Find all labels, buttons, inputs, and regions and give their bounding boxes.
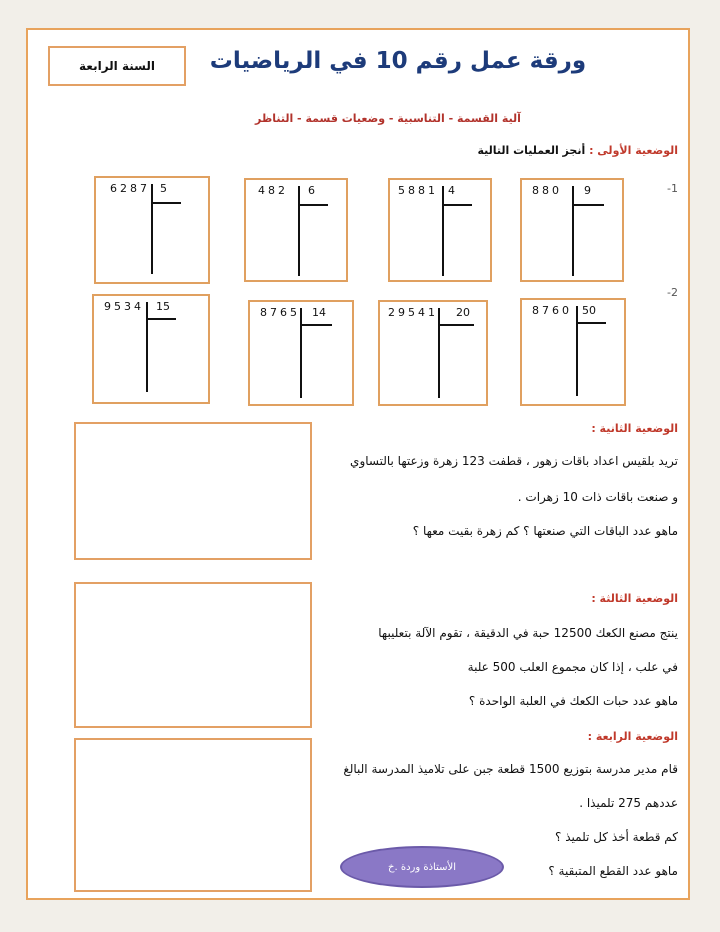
section2-answer-box[interactable] xyxy=(74,422,312,560)
division-box-6287 xyxy=(94,176,210,284)
worksheet-subtitle: آلية القسمة - التناسبية - وضعيات قسمة - التناظر xyxy=(255,112,521,125)
section4-title: الوضعية الرابعة : xyxy=(587,730,678,743)
teacher-name: الأستاذة وردة .خ xyxy=(388,861,456,873)
division-bar-horizontal xyxy=(576,322,606,324)
divisor: 14 xyxy=(312,306,326,319)
section4-line-2: عددهم 275 تلميذا . xyxy=(579,796,678,810)
section3-line-1: ينتج مصنع الكعك 12500 حبة في الدقيقة ، تقوم الآلة بتعليبها xyxy=(378,626,678,640)
division-bar-vertical xyxy=(146,302,148,392)
division-bar-vertical xyxy=(298,186,300,276)
section4-line-1: قام مدير مدرسة بتوزيع 1500 قطعة جبن على تلاميذ المدرسة البالغ xyxy=(343,762,678,776)
division-bar-vertical xyxy=(438,308,440,398)
section4-answer-box[interactable] xyxy=(74,738,312,892)
dividend: 880 xyxy=(532,184,562,197)
division-box-8765 xyxy=(248,300,354,406)
section2-line-2: و صنعت باقات ذات 10 زهرات . xyxy=(517,490,678,504)
division-box-482 xyxy=(244,178,348,282)
division-bar-vertical xyxy=(442,186,444,276)
division-box-5881 xyxy=(388,178,492,282)
dividend: 8760 xyxy=(532,304,572,317)
section2-line-1: تريد بلقيس اعداد باقات زهور ، قطفت 123 زهرة وزعتها بالتساوي xyxy=(350,454,678,468)
division-bar-horizontal xyxy=(298,204,328,206)
divisor: 9 xyxy=(584,184,591,197)
dividend: 9534 xyxy=(104,300,144,313)
division-bar-horizontal xyxy=(572,204,604,206)
division-bar-vertical xyxy=(151,184,153,274)
divisor: 15 xyxy=(156,300,170,313)
dividend: 5881 xyxy=(398,184,438,197)
division-box-29541 xyxy=(378,300,488,406)
section3-line-2: في علب ، إذا كان مجموع العلب 500 علبة xyxy=(467,660,678,674)
division-box-9534 xyxy=(92,294,210,404)
row1-label: -1 xyxy=(667,182,678,195)
division-bar-horizontal xyxy=(300,324,332,326)
section4-line-3: كم قطعة أخذ كل تلميذ ؟ xyxy=(555,830,678,844)
teacher-signature-badge xyxy=(340,846,504,888)
division-bar-vertical xyxy=(572,186,574,276)
divisor: 4 xyxy=(448,184,455,197)
row2-label: -2 xyxy=(667,286,678,299)
section4-line-4: ماهو عدد القطع المتبقية ؟ xyxy=(548,864,678,878)
division-bar-vertical xyxy=(300,308,302,398)
section1-instruction: أنجز العمليات التالية xyxy=(477,144,586,157)
worksheet xyxy=(26,28,690,900)
division-box-8760 xyxy=(520,298,626,406)
grade-level: السنة الرابعة xyxy=(79,59,155,73)
divisor: 5 xyxy=(160,182,167,195)
division-bar-horizontal xyxy=(442,204,472,206)
section1-title: الوضعية الأولى : xyxy=(589,144,678,157)
dividend: 29541 xyxy=(388,306,438,319)
division-bar-horizontal xyxy=(151,202,181,204)
division-bar-horizontal xyxy=(146,318,176,320)
dividend: 8765 xyxy=(260,306,300,319)
section3-line-3: ماهو عدد حبات الكعك في العلبة الواحدة ؟ xyxy=(468,694,678,708)
divisor: 20 xyxy=(456,306,470,319)
divisor: 6 xyxy=(308,184,315,197)
division-bar-vertical xyxy=(576,306,578,396)
divisor: 50 xyxy=(582,304,596,317)
division-bar-horizontal xyxy=(438,324,474,326)
grade-level-box xyxy=(48,46,186,86)
section3-title: الوضعية الثالثة : xyxy=(591,592,678,605)
division-box-880 xyxy=(520,178,624,282)
dividend: 482 xyxy=(258,184,288,197)
section2-line-3: ماهو عدد الباقات التي صنعتها ؟ كم زهرة بقيت معها ؟ xyxy=(412,524,678,538)
worksheet-title: ورقة عمل رقم 10 في الرياضيات xyxy=(209,48,587,74)
dividend: 6287 xyxy=(110,182,150,195)
section3-answer-box[interactable] xyxy=(74,582,312,728)
section2-title: الوضعية الثانية : xyxy=(591,422,678,435)
section1-heading xyxy=(477,144,678,157)
